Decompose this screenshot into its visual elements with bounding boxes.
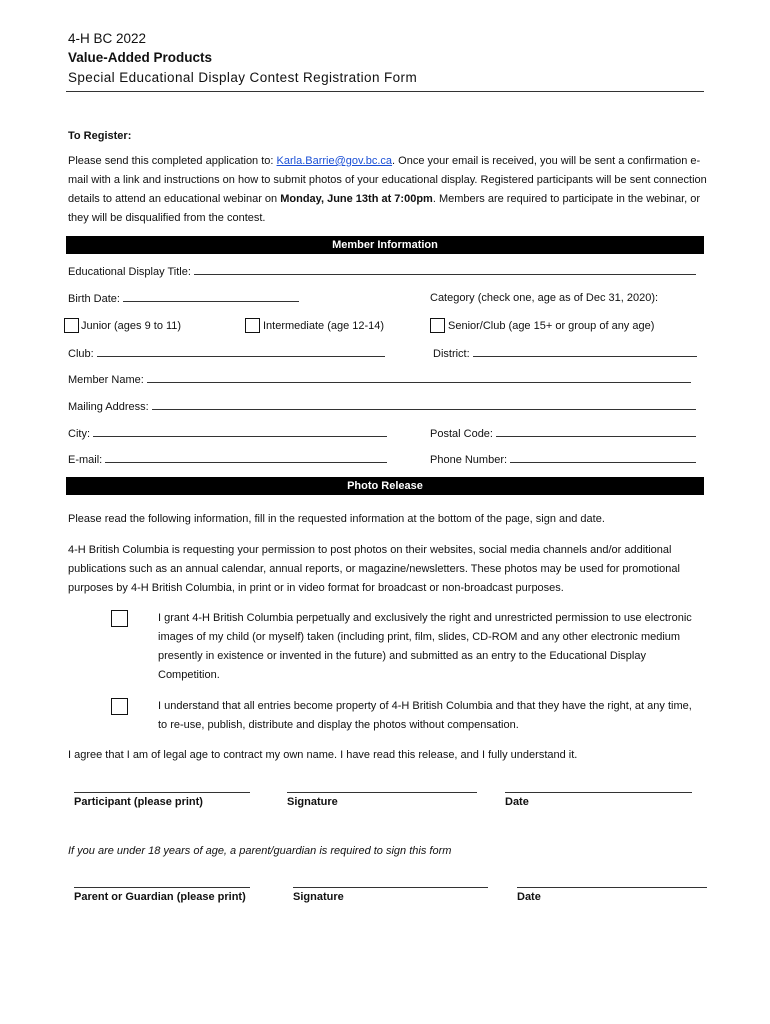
district-row <box>433 346 697 361</box>
junior-checkbox[interactable] <box>64 318 79 333</box>
member-name-row <box>68 372 691 387</box>
email-field[interactable] <box>105 452 387 463</box>
mailing-address-row <box>68 399 696 414</box>
display-title-field[interactable] <box>194 264 696 275</box>
club-label: Club: <box>68 348 94 360</box>
register-paragraph <box>68 152 708 228</box>
guardian-name-line[interactable] <box>74 887 250 888</box>
mailing-address-label: Mailing Address: <box>68 401 149 413</box>
photo-release-request: 4-H British Columbia is requesting your permission to post photos on their websites, social media channels and/or additional publications such as an annual calendar, annual reports, or magazine/newsletters. These photos may be used for promotional purposes by 4-H British Columbia, in print or in video format for broadcast or non-broadcast purposes. <box>68 544 680 594</box>
district-field[interactable] <box>473 346 697 357</box>
guardian-signature-label: Signature <box>293 891 344 903</box>
guardian-date-label: Date <box>517 891 541 903</box>
register-text-2: . Once your email is received, you will be sent a confirmation e-mail with a link and instructions on how to submit photos of your educational display. Registered participants will be sent connection details to attend an educational webinar on <box>68 155 707 205</box>
participant-name-label: Participant (please print) <box>74 796 203 808</box>
participant-date-label: Date <box>505 796 529 808</box>
header-divider <box>66 91 704 92</box>
birth-date-label: Birth Date: <box>68 293 120 305</box>
city-label: City: <box>68 428 90 440</box>
birth-date-row <box>68 291 299 306</box>
postal-code-field[interactable] <box>496 426 696 437</box>
senior-option-label: Senior/Club (age 15+ or group of any age) <box>448 320 655 332</box>
register-heading: To Register: <box>68 130 132 142</box>
district-label: District: <box>433 348 470 360</box>
guardian-date-line[interactable] <box>517 887 707 888</box>
participant-signature-line[interactable] <box>287 792 477 793</box>
register-text-3: . Members are required to participate in the webinar, or they will be disqualified from the contest. <box>68 193 701 224</box>
member-information-header: Member Information <box>66 236 704 254</box>
phone-row <box>430 452 696 467</box>
property-acknowledge-text: I understand that all entries become property of 4-H British Columbia and that they have the right, at any time, to re-use, publish, distribute and display the photos without compensation. <box>158 700 692 731</box>
senior-checkbox[interactable] <box>430 318 445 333</box>
form-subtitle: Special Educational Display Contest Registration Form <box>68 70 418 85</box>
photo-release-header: Photo Release <box>66 477 704 495</box>
display-title-label: Educational Display Title: <box>68 266 191 278</box>
city-row <box>68 426 387 441</box>
birth-date-field[interactable] <box>123 291 299 302</box>
postal-code-label: Postal Code: <box>430 428 493 440</box>
guardian-signature-line[interactable] <box>293 887 488 888</box>
photo-release-intro: Please read the following information, fill in the requested information at the bottom of the page, sign and date. <box>68 513 605 525</box>
property-acknowledge-checkbox[interactable] <box>111 698 128 715</box>
webinar-date: Monday, June 13th at 7:00pm <box>280 193 433 205</box>
club-field[interactable] <box>97 346 385 357</box>
grant-permission-text: I grant 4-H British Columbia perpetually and exclusively the right and unrestricted permission to use electronic images of my child (or myself) taken (including print, film, slides, CD-ROM and any other electronic medium presently in existence or invented in the future) and submitted as an entry to the Educational Display Competition. <box>158 612 692 681</box>
grant-permission-checkbox[interactable] <box>111 610 128 627</box>
guardian-name-label: Parent or Guardian (please print) <box>74 891 246 903</box>
member-name-label: Member Name: <box>68 374 144 386</box>
phone-field[interactable] <box>510 452 696 463</box>
intermediate-checkbox[interactable] <box>245 318 260 333</box>
register-text-1: Please send this completed application to: <box>68 155 277 167</box>
guardian-requirement-note: If you are under 18 years of age, a parent/guardian is required to sign this form <box>68 845 452 857</box>
junior-option-label: Junior (ages 9 to 11) <box>81 320 182 332</box>
mailing-address-field[interactable] <box>152 399 696 410</box>
legal-age-agreement: I agree that I am of legal age to contract my own name. I have read this release, and I fully understand it. <box>68 749 578 761</box>
city-field[interactable] <box>93 426 387 437</box>
phone-label: Phone Number: <box>430 454 508 466</box>
email-row <box>68 452 387 467</box>
form-category-title: Value-Added Products <box>68 50 213 65</box>
member-name-field[interactable] <box>147 372 691 383</box>
participant-signature-label: Signature <box>287 796 338 808</box>
display-title-row <box>68 264 696 279</box>
contact-email-link[interactable]: Karla.Barrie@gov.bc.ca <box>276 155 393 167</box>
postal-code-row <box>430 426 696 441</box>
participant-name-line[interactable] <box>74 792 250 793</box>
form-year-title: 4-H BC 2022 <box>68 31 147 46</box>
category-label: Category (check one, age as of Dec 31, 2020): <box>430 292 659 304</box>
club-row <box>68 346 385 361</box>
email-label: E-mail: <box>68 454 103 466</box>
participant-date-line[interactable] <box>505 792 692 793</box>
intermediate-option-label: Intermediate (age 12-14) <box>263 320 385 332</box>
